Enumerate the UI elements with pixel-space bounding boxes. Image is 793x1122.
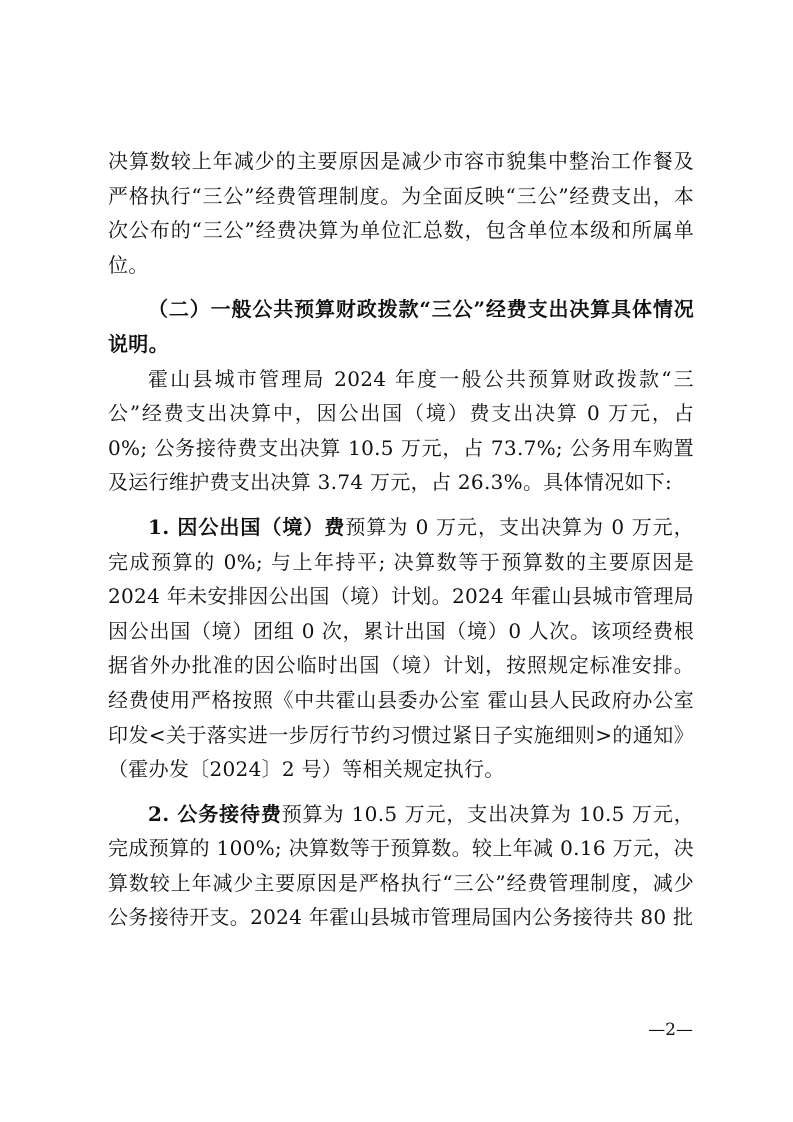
- item-1-title: 1. 因公出国（境）费: [148, 514, 346, 539]
- paragraph-summary: 霍山县城市管理局 2024 年度一般公共预算财政拨款“三公”经费支出决算中，因公出国（境）费支出决算 0 万元，占 0%; 公务接待费支出决算 10.5 万元，占 73.7%; 公务用车购置及运行维护费支出决算 3.74 万元，占 26.3%。具体情况如下:: [108, 366, 694, 495]
- item-2-paragraph: [108, 797, 694, 935]
- item-1-paragraph: [108, 510, 694, 787]
- page-number: —2—: [648, 1020, 693, 1040]
- section-heading-2: （二）一般公共预算财政拨款“三公”经费支出决算具体情况说明。: [108, 297, 694, 356]
- document-body: [108, 144, 694, 935]
- paragraph-continuation: 决算数较上年减少的主要原因是减少市容市貌集中整治工作餐及严格执行“三公”经费管理制度。为全面反映“三公”经费支出，本次公布的“三公”经费决算为单位汇总数，包含单位本级和所属单位。: [108, 149, 694, 277]
- item-1-body: 预算为 0 万元，支出决算为 0 万元，完成预算的 0%; 与上年持平; 决算数等于预算数的主要原因是 2024 年未安排因公出国（境）计划。2024 年霍山县城市管理局因公出国（境）团组 0 次，累计出国（境）0 人次。该项经费根据省外办批准的因公临时出国（境）计划，按照规定标准安排。经费使用严格按照《中共霍山县委办公室 霍山县人民政府办公室印发<关于落实进一步厉行节约习惯过紧日子实施细则>的通知》（霍办发〔2024〕2 号）等相关规定执行。: [108, 514, 694, 782]
- item-2-body: 预算为 10.5 万元，支出决算为 10.5 万元，完成预算的 100%; 决算数等于预算数。较上年减 0.16 万元，决算数较上年减少主要原因是严格执行“三公”经费管理制度，减少公务接待开支。2024 年霍山县城市管理局国内公务接待共 80 批: [108, 801, 695, 930]
- item-2-title: 2. 公务接待费: [148, 801, 282, 826]
